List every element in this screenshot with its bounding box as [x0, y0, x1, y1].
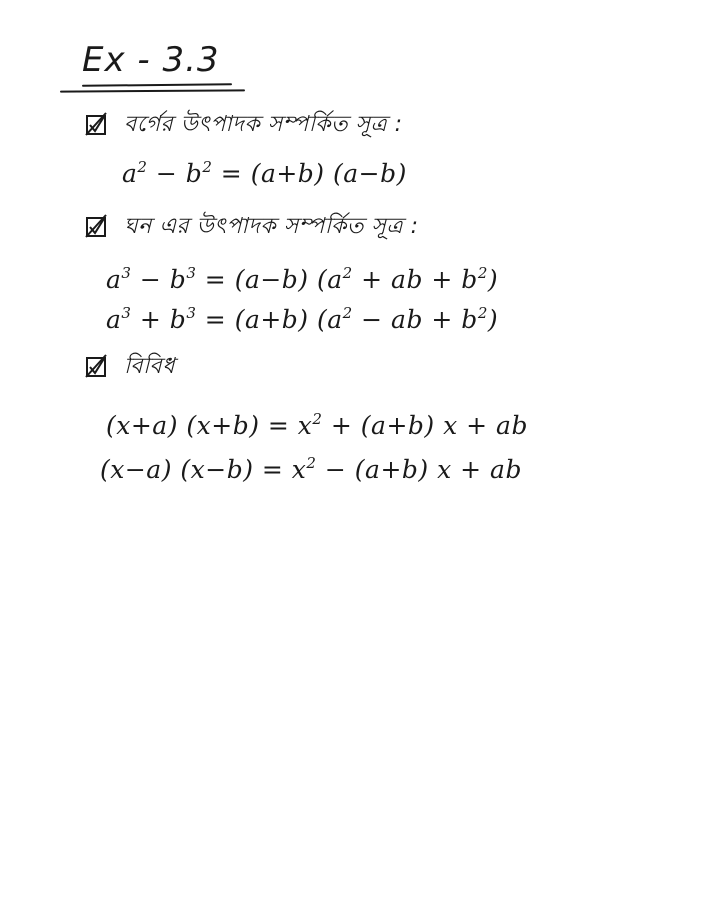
- section-heading: [86, 350, 528, 384]
- checked-checkbox-icon: [86, 217, 106, 237]
- section-square-factors: [86, 108, 407, 194]
- page-title: Ex - 3.3: [82, 40, 220, 80]
- formula: (x−a) $(x-b) = x^2 - (a+b) x$ + ab: [100, 454, 522, 484]
- section-heading: [86, 210, 498, 244]
- section-heading-text: বর্গের উৎপাদক সম্পর্কিত সূত্র :: [124, 111, 403, 137]
- section-heading: [86, 108, 407, 142]
- checked-checkbox-icon: [86, 115, 106, 135]
- section-heading-text: ঘন এর উৎপাদক সম্পর্কিত সূত্র :: [124, 213, 419, 239]
- section-miscellaneous: [86, 350, 528, 490]
- section-cube-factors: [86, 210, 498, 340]
- title-underline: [82, 83, 232, 87]
- formula: $a^3 + b^3 = (a+b) (a^2$ − ab + $b^2$): [106, 304, 499, 334]
- formula: $a^3 - b^3 = (a-b) (a^2$ + ab + $b^2$): [106, 264, 499, 294]
- checked-checkbox-icon: [86, 357, 106, 377]
- formula: $a^2 - b^2 = (a+b)$ (a−b): [122, 158, 407, 188]
- formula: (x+a) $(x+b) = x^2 + (a+b) x$ + ab: [106, 410, 528, 440]
- title-underline: [60, 89, 245, 92]
- section-heading-text: বিবিধ: [124, 353, 175, 379]
